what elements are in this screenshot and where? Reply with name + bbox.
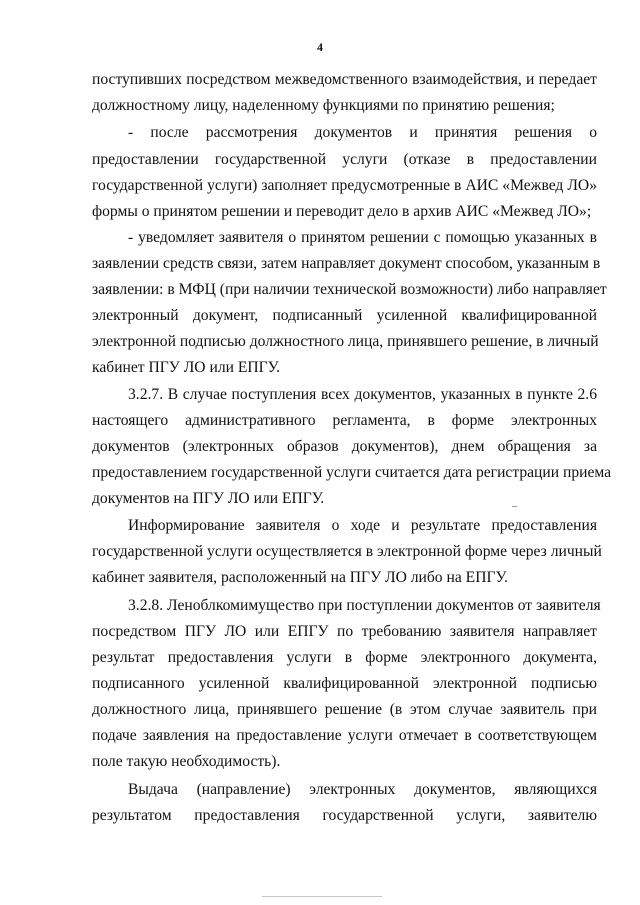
text-line: кабинет заявителя, расположенный на ПГУ ЛО либо на ЕПГУ. xyxy=(92,569,508,586)
text-line: формы о принятом решении и переводит дело в архив АИС «Межвед ЛО»; xyxy=(92,203,592,220)
page-number: 4 xyxy=(317,40,323,54)
text-line: предоставлении государственной услуги (отказе в предоставлении xyxy=(92,151,597,168)
scan-artifact xyxy=(512,506,517,507)
text-line: настоящего административного регламента, в форме электронных xyxy=(92,412,597,429)
text-line: Информирование заявителя о ходе и результате предоставления xyxy=(128,517,597,534)
text-line: результатом предоставления государственной услуги, заявителю xyxy=(92,807,597,824)
text-line: 3.2.7. В случае поступления всех документов, указанных в пункте 2.6 xyxy=(128,386,597,403)
text-line: подаче заявления на предоставление услуги отмечает в соответствующем xyxy=(92,727,597,744)
text-line: 3.2.8. Леноблкомимущество при поступлении документов от заявителя xyxy=(128,597,601,614)
scan-artifact xyxy=(262,896,382,897)
text-line: посредством ПГУ ЛО или ЕПГУ по требованию заявителя направляет xyxy=(92,623,597,640)
text-line: кабинет ПГУ ЛО или ЕПГУ. xyxy=(92,359,281,376)
text-line: - уведомляет заявителя о принятом решении с помощью указанных в xyxy=(128,229,597,246)
text-line: документов (электронных образов документов), днем обращения за xyxy=(92,438,597,455)
text-line: заявлении: в МФЦ (при наличии технической возможности) либо направляет xyxy=(92,281,607,298)
text-line: документов на ПГУ ЛО или ЕПГУ. xyxy=(92,490,325,507)
text-line: государственной услуги осуществляется в электронной форме через личный xyxy=(92,543,602,560)
text-line: государственной услуги) заполняет предусмотренные в АИС «Межвед ЛО» xyxy=(92,177,597,194)
text-line: заявлении средств связи, затем направляет документ способом, указанным в xyxy=(92,255,601,272)
text-line: должностному лицу, наделенному функциями по принятию решения; xyxy=(92,97,555,114)
text-line: - после рассмотрения документов и принятия решения о xyxy=(128,124,597,141)
text-line: Выдача (направление) электронных документов, являющихся xyxy=(128,781,597,798)
text-line: поле такую необходимость). xyxy=(92,753,281,770)
text-line: электронный документ, подписанный усиленной квалифицированной xyxy=(92,307,597,324)
text-line: электронной подписью должностного лица, принявшего решение, в личный xyxy=(92,333,599,350)
text-line: предоставлением государственной услуги считается дата регистрации приема xyxy=(92,464,612,481)
text-line: должностного лица, принявшего решение (в этом случае заявитель при xyxy=(92,701,597,718)
text-line: подписанного усиленной квалифицированной электронной подписью xyxy=(92,675,597,692)
text-line: результат предоставления услуги в форме электронного документа, xyxy=(92,649,597,666)
text-line: поступивших посредством межведомственного взаимодействия, и передает xyxy=(92,71,597,88)
